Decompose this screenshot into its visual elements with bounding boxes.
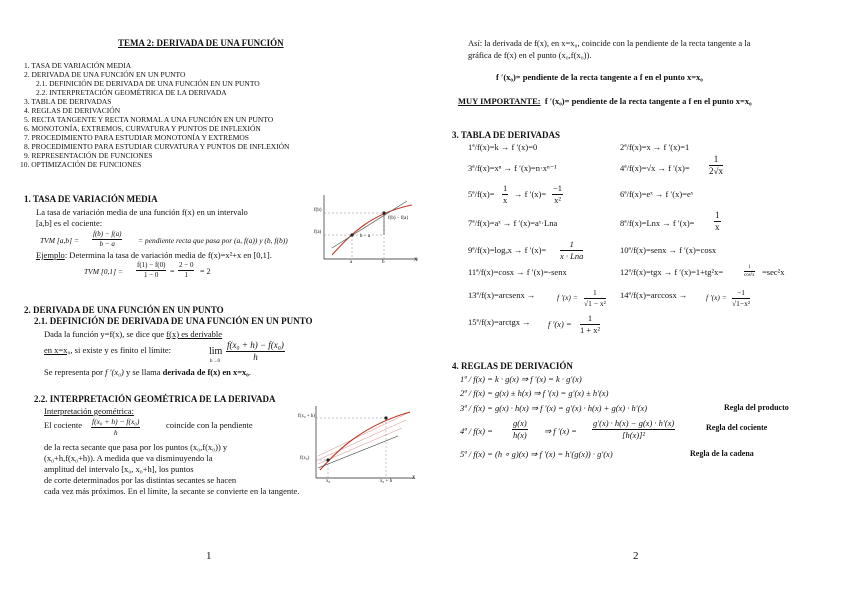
tvm-rhs: = pendiente recta que pasa por (a, f(a)) y (b, f(b)) xyxy=(138,236,288,245)
p2-bold-statement: f ′(x₀)= pendiente de la recta tangente a f en el punto x=x₀ xyxy=(496,72,703,82)
deriv-9-denominator: x · Lna xyxy=(560,250,584,261)
s21-line3a: Se representa por xyxy=(44,367,106,377)
point-b xyxy=(382,211,385,214)
s22-p6: cada vez más próximos. En el límite, la secante se convierte en la tangente. xyxy=(44,486,300,496)
deriv-14-fraction xyxy=(732,289,750,307)
deriv-5a: 5ª/f(x)= xyxy=(468,189,495,199)
rule-5: 5ª / f(x) = (h ∘ g)(x) ⇒ f ′(x) = h′(g(x)) · g′(x) xyxy=(460,449,613,459)
graph1-label-x: X xyxy=(414,258,418,263)
deriv-5-denominator: x xyxy=(503,194,508,205)
s21-line3e: . xyxy=(248,367,251,377)
toc-item: 1. TASA DE VARIACIÓN MEDIA xyxy=(24,61,132,70)
deriv-1: 1ª/f(x)=k → f ′(x)=0 xyxy=(468,142,538,152)
example-numerator-2: 2 − 0 xyxy=(179,261,194,269)
deriv-5-denominator-2: x² xyxy=(554,194,561,205)
ejemplo-text: : Determina la tasa de variación media de f(x)=x²+x en [0,1]. xyxy=(64,250,272,260)
toc-item: 2. DERIVADA DE UNA FUNCIÓN EN UN PUNTO xyxy=(24,70,186,79)
toc-item: 8. PROCEDIMIENTO PARA ESTUDIAR CURVATURA Y PUNTOS DE INFLEXIÓN xyxy=(24,142,290,151)
example-denominator-2: 1 xyxy=(184,271,188,279)
section-1-heading: 1. TASA DE VARIACIÓN MEDIA xyxy=(24,194,158,204)
muy-importante-label: MUY IMPORTANTE: xyxy=(458,96,541,106)
deriv-15-numerator: 1 xyxy=(580,314,600,325)
secant-line xyxy=(318,428,402,464)
s21-line1a: Dada la función y=f(x), se dice que xyxy=(44,329,167,339)
deriv-13-numerator: 1 xyxy=(584,289,606,299)
s22-p4: amplitud del intervalo [x₀, x₀+h], los puntos xyxy=(44,464,194,474)
tvm-denominator: b − a xyxy=(99,240,115,248)
s21-line3b: f ′(x₀) xyxy=(105,367,124,377)
deriv-15: 15ª/f(x)=arctgx → xyxy=(468,317,531,327)
graph1-label-fbfa: f(b) − f(a) xyxy=(388,216,409,221)
tvm-graph xyxy=(312,193,422,265)
ejemplo-label: Ejemplo xyxy=(36,250,65,260)
graph1-label-fa: f(a) xyxy=(314,230,322,235)
deriv-14b: f ′(x) = xyxy=(706,293,727,302)
point-x0 xyxy=(326,458,329,461)
rule-5-label: Regla de la cadena xyxy=(690,449,754,458)
interp-label: Interpretación geométrica: xyxy=(44,406,134,416)
deriv-4-denominator: 2√x xyxy=(709,166,723,176)
example-fraction-2 xyxy=(178,262,194,279)
toc-item: 10. OPTIMIZACIÓN DE FUNCIONES xyxy=(20,160,142,169)
deriv-9-fraction xyxy=(560,240,583,260)
secant-fraction xyxy=(91,418,140,436)
point-x0h xyxy=(384,416,387,419)
deriv-13: 13ª/f(x)=arcsenx → xyxy=(468,290,536,300)
toc-item: 2.2. INTERPRETACIÓN GEOMÉTRICA DE LA DERIVADA xyxy=(36,88,227,97)
graph2-label-x: X xyxy=(412,476,416,481)
limit-symbol: lim xyxy=(209,346,223,357)
graph1-label-bma: b − a xyxy=(360,234,371,239)
deriv-5-fraction-2 xyxy=(552,184,563,204)
derivative-graph xyxy=(306,404,418,484)
rule-4a: 4ª / f(x) = xyxy=(460,426,493,436)
toc-item: 2.1. DEFINICIÓN DE DERIVADA DE UNA FUNCIÓN EN UN PUNTO xyxy=(36,79,260,88)
deriv-12b: =sec²x xyxy=(762,267,785,277)
example-denominator: 1 − 0 xyxy=(143,271,159,279)
page-title: TEMA 2: DERIVADA DE UNA FUNCIÓN xyxy=(118,38,284,48)
rule-4-label: Regla del cociente xyxy=(706,423,768,432)
example-result: = 2 xyxy=(200,267,211,276)
s1-line2: [a,b] es el cociente: xyxy=(36,218,103,228)
deriv-3: 3ª/f(x)=xⁿ → f ′(x)=n·xⁿ⁻¹ xyxy=(468,163,557,173)
example-numerator: f(1) − f(0) xyxy=(137,261,166,269)
toc-item: 6. MONOTONÍA, EXTREMOS, CURVATURA Y PUNTOS DE INFLEXIÓN xyxy=(24,124,261,133)
rule-3: 3ª / f(x) = g(x) · h(x) ⇒ f ′(x) = g′(x) · h(x) + g(x) · h′(x) xyxy=(460,403,648,413)
secant-line xyxy=(332,201,407,248)
deriv-12-fraction xyxy=(744,265,755,278)
deriv-14-denominator: √1−x² xyxy=(732,298,751,308)
deriv-13-fraction xyxy=(584,289,606,307)
rule-2: 2ª / f(x) = g(x) ± h(x) ⇒ f ′(x) = g′(x) ± h′(x) xyxy=(460,388,609,398)
rule-4b: ⇒ f ′(x) = xyxy=(544,426,577,436)
deriv-5-numerator-2: −1 xyxy=(553,183,563,193)
deriv-14: 14ª/f(x)=arccosx → xyxy=(620,290,688,300)
s21-line3 xyxy=(44,368,251,377)
toc-item: 7. PROCEDIMIENTO PARA ESTUDIAR MONOTONÍA Y EXTREMOS xyxy=(24,133,249,142)
s21-line3d: derivada de f(x) en x=x₀ xyxy=(162,367,249,377)
s21-line1 xyxy=(44,330,222,339)
limit-numerator: f(x₀ + h) − f(x₀) xyxy=(227,340,284,350)
deriv-9: 9ª/f(x)=logₐx → f ′(x)= xyxy=(468,245,547,255)
deriv-4-fraction xyxy=(709,155,723,176)
rule-4-fraction-2 xyxy=(592,419,675,439)
deriv-5-numerator: 1 xyxy=(503,183,508,193)
p2-intro2: gráfica de f(x) en el punto (x₀,f(x₀)). xyxy=(468,50,592,60)
deriv-11: 11ª/f(x)=cosx → f ′(x)=-senx xyxy=(468,267,567,277)
point-a xyxy=(350,233,353,236)
deriv-7: 7ª/f(x)=aˣ → f ′(x)=aˣ·Lna xyxy=(468,218,558,228)
deriv-15-fraction xyxy=(580,314,600,334)
deriv-15b: f ′(x) = xyxy=(548,319,572,329)
function-curve xyxy=(320,412,410,470)
s22-p2: de la recta secante que pasa por los puntos (x₀,f(x₀)) y xyxy=(44,442,228,452)
s21-line2a: en x=x₀ xyxy=(44,345,71,355)
page-number-1: 1 xyxy=(206,550,212,562)
section-4-heading: 4. REGLAS DE DERIVACIÓN xyxy=(452,361,573,371)
deriv-13-denominator: √1 − x² xyxy=(584,298,606,308)
s21-line3c: y se llama xyxy=(123,367,163,377)
s21-line1b: f(x) es derivable xyxy=(166,329,223,339)
limit-subscript: h→0 xyxy=(210,359,220,364)
s21-line2b: , si existe y es finito el límite: xyxy=(70,345,171,355)
tvm-lhs: TVM [a,b] = xyxy=(40,236,80,245)
secant-line xyxy=(318,420,406,460)
graph2-label-x0: x₀ xyxy=(326,479,331,484)
section-2-2-heading: 2.2. INTERPRETACIÓN GEOMÉTRICA DE LA DERIVADA xyxy=(34,394,276,404)
toc-item: 3. TABLA DE DERIVADAS xyxy=(24,97,112,106)
toc-item: 9. REPRESENTACIÓN DE FUNCIONES xyxy=(24,151,153,160)
s22-p5: de corte determinados por las distintas secantes se hacen xyxy=(44,475,237,485)
deriv-8: 8ª/f(x)=Lnx → f ′(x)= xyxy=(620,218,695,228)
rule-4-denominator: h(x) xyxy=(513,429,527,440)
rule-4-numerator: g(x) xyxy=(513,418,527,428)
s22-p1b: coincide con la pendiente xyxy=(166,420,253,430)
page-number-2: 2 xyxy=(633,550,639,562)
tvm-fraction xyxy=(92,231,122,248)
s22-p3: (x₀+h,f(x₀+h)). A medida que va disminuyendo la xyxy=(44,453,213,463)
secant-numerator: f(x₀ + h) − f(x₀) xyxy=(92,417,140,426)
deriv-13b: f ′(x) = xyxy=(557,293,578,302)
deriv-14-numerator: −1 xyxy=(732,289,750,299)
rule-3-label: Regla del producto xyxy=(724,403,789,412)
graph1-label-fb: f(b) xyxy=(314,208,322,213)
section-2-heading: 2. DERIVADA DE UNA FUNCIÓN EN UN PUNTO xyxy=(24,305,224,315)
deriv-4-numerator: 1 xyxy=(709,155,723,166)
graph2-label-fx0h: f(x₀ + h) xyxy=(298,414,316,419)
graph1-label-a: a xyxy=(350,260,353,265)
deriv-12-numerator: 1 xyxy=(744,265,755,272)
example-fraction xyxy=(136,262,166,279)
deriv-6: 6ª/f(x)=eˣ → f ′(x)=eˣ xyxy=(620,189,694,199)
s1-line1: La tasa de variación media de una función f(x) en un intervalo xyxy=(36,207,248,217)
secant-denominator: h xyxy=(113,427,118,437)
deriv-4: 4ª/f(x)=√x → f ′(x)= xyxy=(620,163,690,173)
rule-4-numerator-2: g′(x) · h(x) − g(x) · h′(x) xyxy=(593,418,675,428)
deriv-8-fraction xyxy=(714,211,721,232)
muy-importante-text: f ′(x₀)= pendiente de la recta tangente a f en el punto x=x₀ xyxy=(544,96,752,106)
graph1-label-b: b xyxy=(382,260,385,265)
limit-fraction xyxy=(226,341,285,362)
function-curve xyxy=(332,205,412,255)
s21-line2 xyxy=(44,346,171,355)
example-eq: = xyxy=(170,267,175,276)
muy-importante-line xyxy=(458,97,752,106)
rule-4-fraction xyxy=(512,419,528,439)
ejemplo-line xyxy=(36,251,272,260)
deriv-9-numerator: 1 xyxy=(560,240,583,251)
deriv-2: 2ª/f(x)=x → f ′(x)=1 xyxy=(620,142,690,152)
deriv-12: 12ª/f(x)=tgx → f ′(x)=1+tg²x= xyxy=(620,267,724,277)
rule-4-denominator-2: [h(x)]² xyxy=(622,429,646,440)
graph2-label-fx0: f(x₀) xyxy=(300,456,310,461)
section-2-1-heading: 2.1. DEFINICIÓN DE DERIVADA DE UNA FUNCIÓN EN UN PUNTO xyxy=(34,316,313,326)
limit-denominator: h xyxy=(253,352,258,362)
toc-item: 5. RECTA TANGENTE Y RECTA NORMAL A UNA FUNCIÓN EN UN PUNTO xyxy=(24,115,274,124)
tvm-numerator: f(b) − f(a) xyxy=(93,230,122,238)
deriv-10: 10ª/f(x)=senx → f ′(x)=cosx xyxy=(620,245,717,255)
section-3-heading: 3. TABLA DE DERIVADAS xyxy=(452,130,561,140)
deriv-8-numerator: 1 xyxy=(715,210,720,220)
p2-intro1: Así: la derivada de f(x), en x=x₀, coincide con la pendiente de la recta tangente a la xyxy=(468,38,751,48)
toc-item: 4. REGLAS DE DERIVACIÓN xyxy=(24,106,121,115)
rule-1: 1ª / f(x) = k · g(x) ⇒ f ′(x) = k · g′(x) xyxy=(460,374,582,384)
deriv-5-fraction xyxy=(502,184,508,204)
deriv-15-denominator: 1 + x² xyxy=(580,324,601,335)
deriv-8-denominator: x xyxy=(715,222,720,232)
graph2-label-x0h: x₀ + h xyxy=(380,479,393,484)
s22-p1a: El cociente xyxy=(44,420,82,430)
example-lhs: TVM [0,1] = xyxy=(84,267,124,276)
deriv-12-denominator: cos²x xyxy=(744,273,755,278)
deriv-5b: → f ′(x)= xyxy=(514,189,547,199)
